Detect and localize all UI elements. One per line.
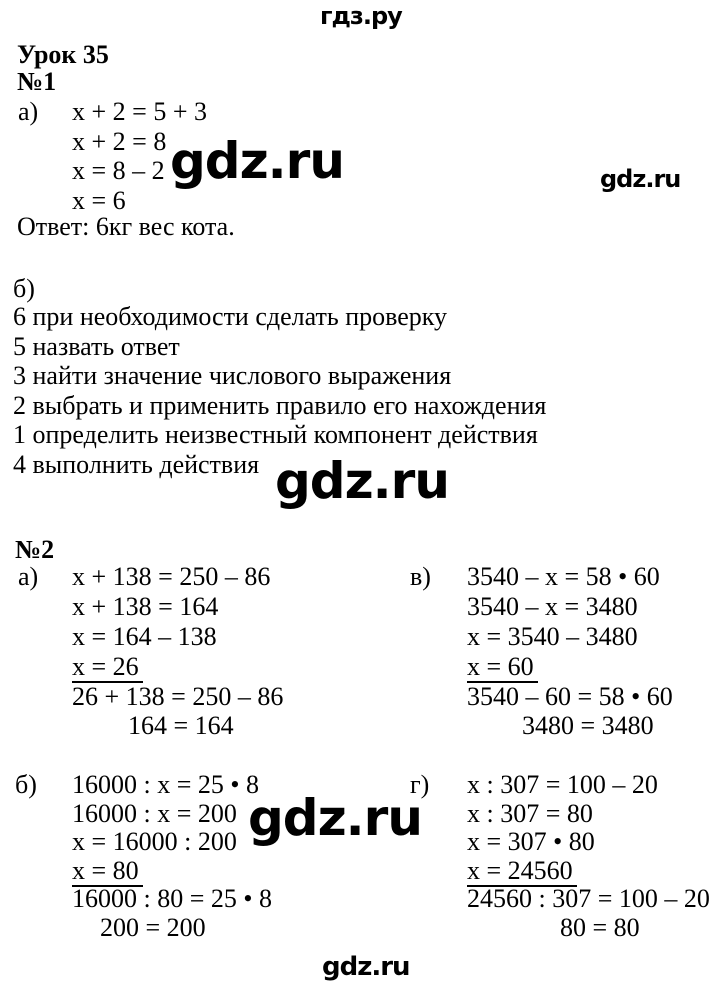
equation-line: x + 2 = 8 bbox=[72, 127, 167, 156]
equation-result: x = 24560 bbox=[467, 856, 577, 887]
equation-line: x = 164 – 138 bbox=[72, 622, 217, 651]
footer-logo-text: gdz.ru bbox=[322, 952, 410, 982]
site-logo-text: гдз.ру bbox=[320, 2, 402, 30]
answer-line: Ответ: 6кг вес кота. bbox=[17, 212, 235, 241]
task2a-label: а) bbox=[18, 562, 39, 591]
gdz-watermark: gdz.ru bbox=[170, 132, 344, 190]
equation-line: x = 307 • 80 bbox=[467, 827, 595, 856]
task2g-label: г) bbox=[410, 770, 430, 799]
gdz-watermark: gdz.ru bbox=[248, 789, 422, 847]
task1-label: №1 bbox=[17, 67, 57, 96]
equation-result: x = 60 bbox=[467, 652, 538, 683]
equation-line: x : 307 = 100 – 20 bbox=[467, 770, 658, 799]
list-item: 6 при необходимости сделать проверку bbox=[13, 302, 448, 331]
task2-label: №2 bbox=[15, 535, 55, 564]
task2b-label: б) bbox=[15, 770, 37, 799]
task1a-label: а) bbox=[18, 97, 39, 126]
list-item: 3 найти значение числового выражения bbox=[13, 361, 452, 390]
equation-line: 164 = 164 bbox=[128, 711, 234, 740]
list-item: 5 назвать ответ bbox=[13, 332, 180, 361]
list-item: 4 выполнить действия bbox=[13, 450, 260, 479]
equation-line: x + 138 = 164 bbox=[72, 592, 219, 621]
equation-line: 16000 : 80 = 25 • 8 bbox=[72, 884, 272, 913]
equation-line: x = 3540 – 3480 bbox=[467, 622, 638, 651]
equation-result: x = 80 bbox=[72, 856, 143, 887]
equation-line: x : 307 = 80 bbox=[467, 799, 593, 828]
equation-line: x + 138 = 250 – 86 bbox=[72, 562, 271, 591]
equation-line: 80 = 80 bbox=[560, 913, 640, 942]
equation-result: x = 26 bbox=[72, 652, 143, 683]
equation-line: 3480 = 3480 bbox=[522, 711, 654, 740]
equation-line: 26 + 138 = 250 – 86 bbox=[72, 682, 284, 711]
equation-line: x + 2 = 5 + 3 bbox=[72, 97, 207, 126]
equation-line: 3540 – 60 = 58 • 60 bbox=[467, 682, 673, 711]
equation-line: 3540 – x = 58 • 60 bbox=[467, 562, 660, 591]
equation-line: x = 6 bbox=[72, 186, 126, 215]
equation-line: 24560 : 307 = 100 – 20 bbox=[467, 884, 710, 913]
list-item: 1 определить неизвестный компонент действия bbox=[13, 420, 538, 449]
task1b-label: б) bbox=[13, 274, 35, 303]
gdz-watermark: gdz.ru bbox=[275, 452, 449, 510]
equation-line: x = 8 – 2 bbox=[72, 156, 165, 185]
equation-line: x = 16000 : 200 bbox=[72, 827, 237, 856]
lesson-title: Урок 35 bbox=[17, 40, 109, 69]
task2v-label: в) bbox=[410, 562, 431, 591]
list-item: 2 выбрать и применить правило его нахождения bbox=[13, 391, 547, 420]
equation-line: 3540 – x = 3480 bbox=[467, 592, 638, 621]
equation-line: 200 = 200 bbox=[100, 913, 206, 942]
gdz-watermark-small: gdz.ru bbox=[600, 165, 681, 193]
equation-line: 16000 : x = 25 • 8 bbox=[72, 770, 259, 799]
equation-line: 16000 : x = 200 bbox=[72, 799, 237, 828]
